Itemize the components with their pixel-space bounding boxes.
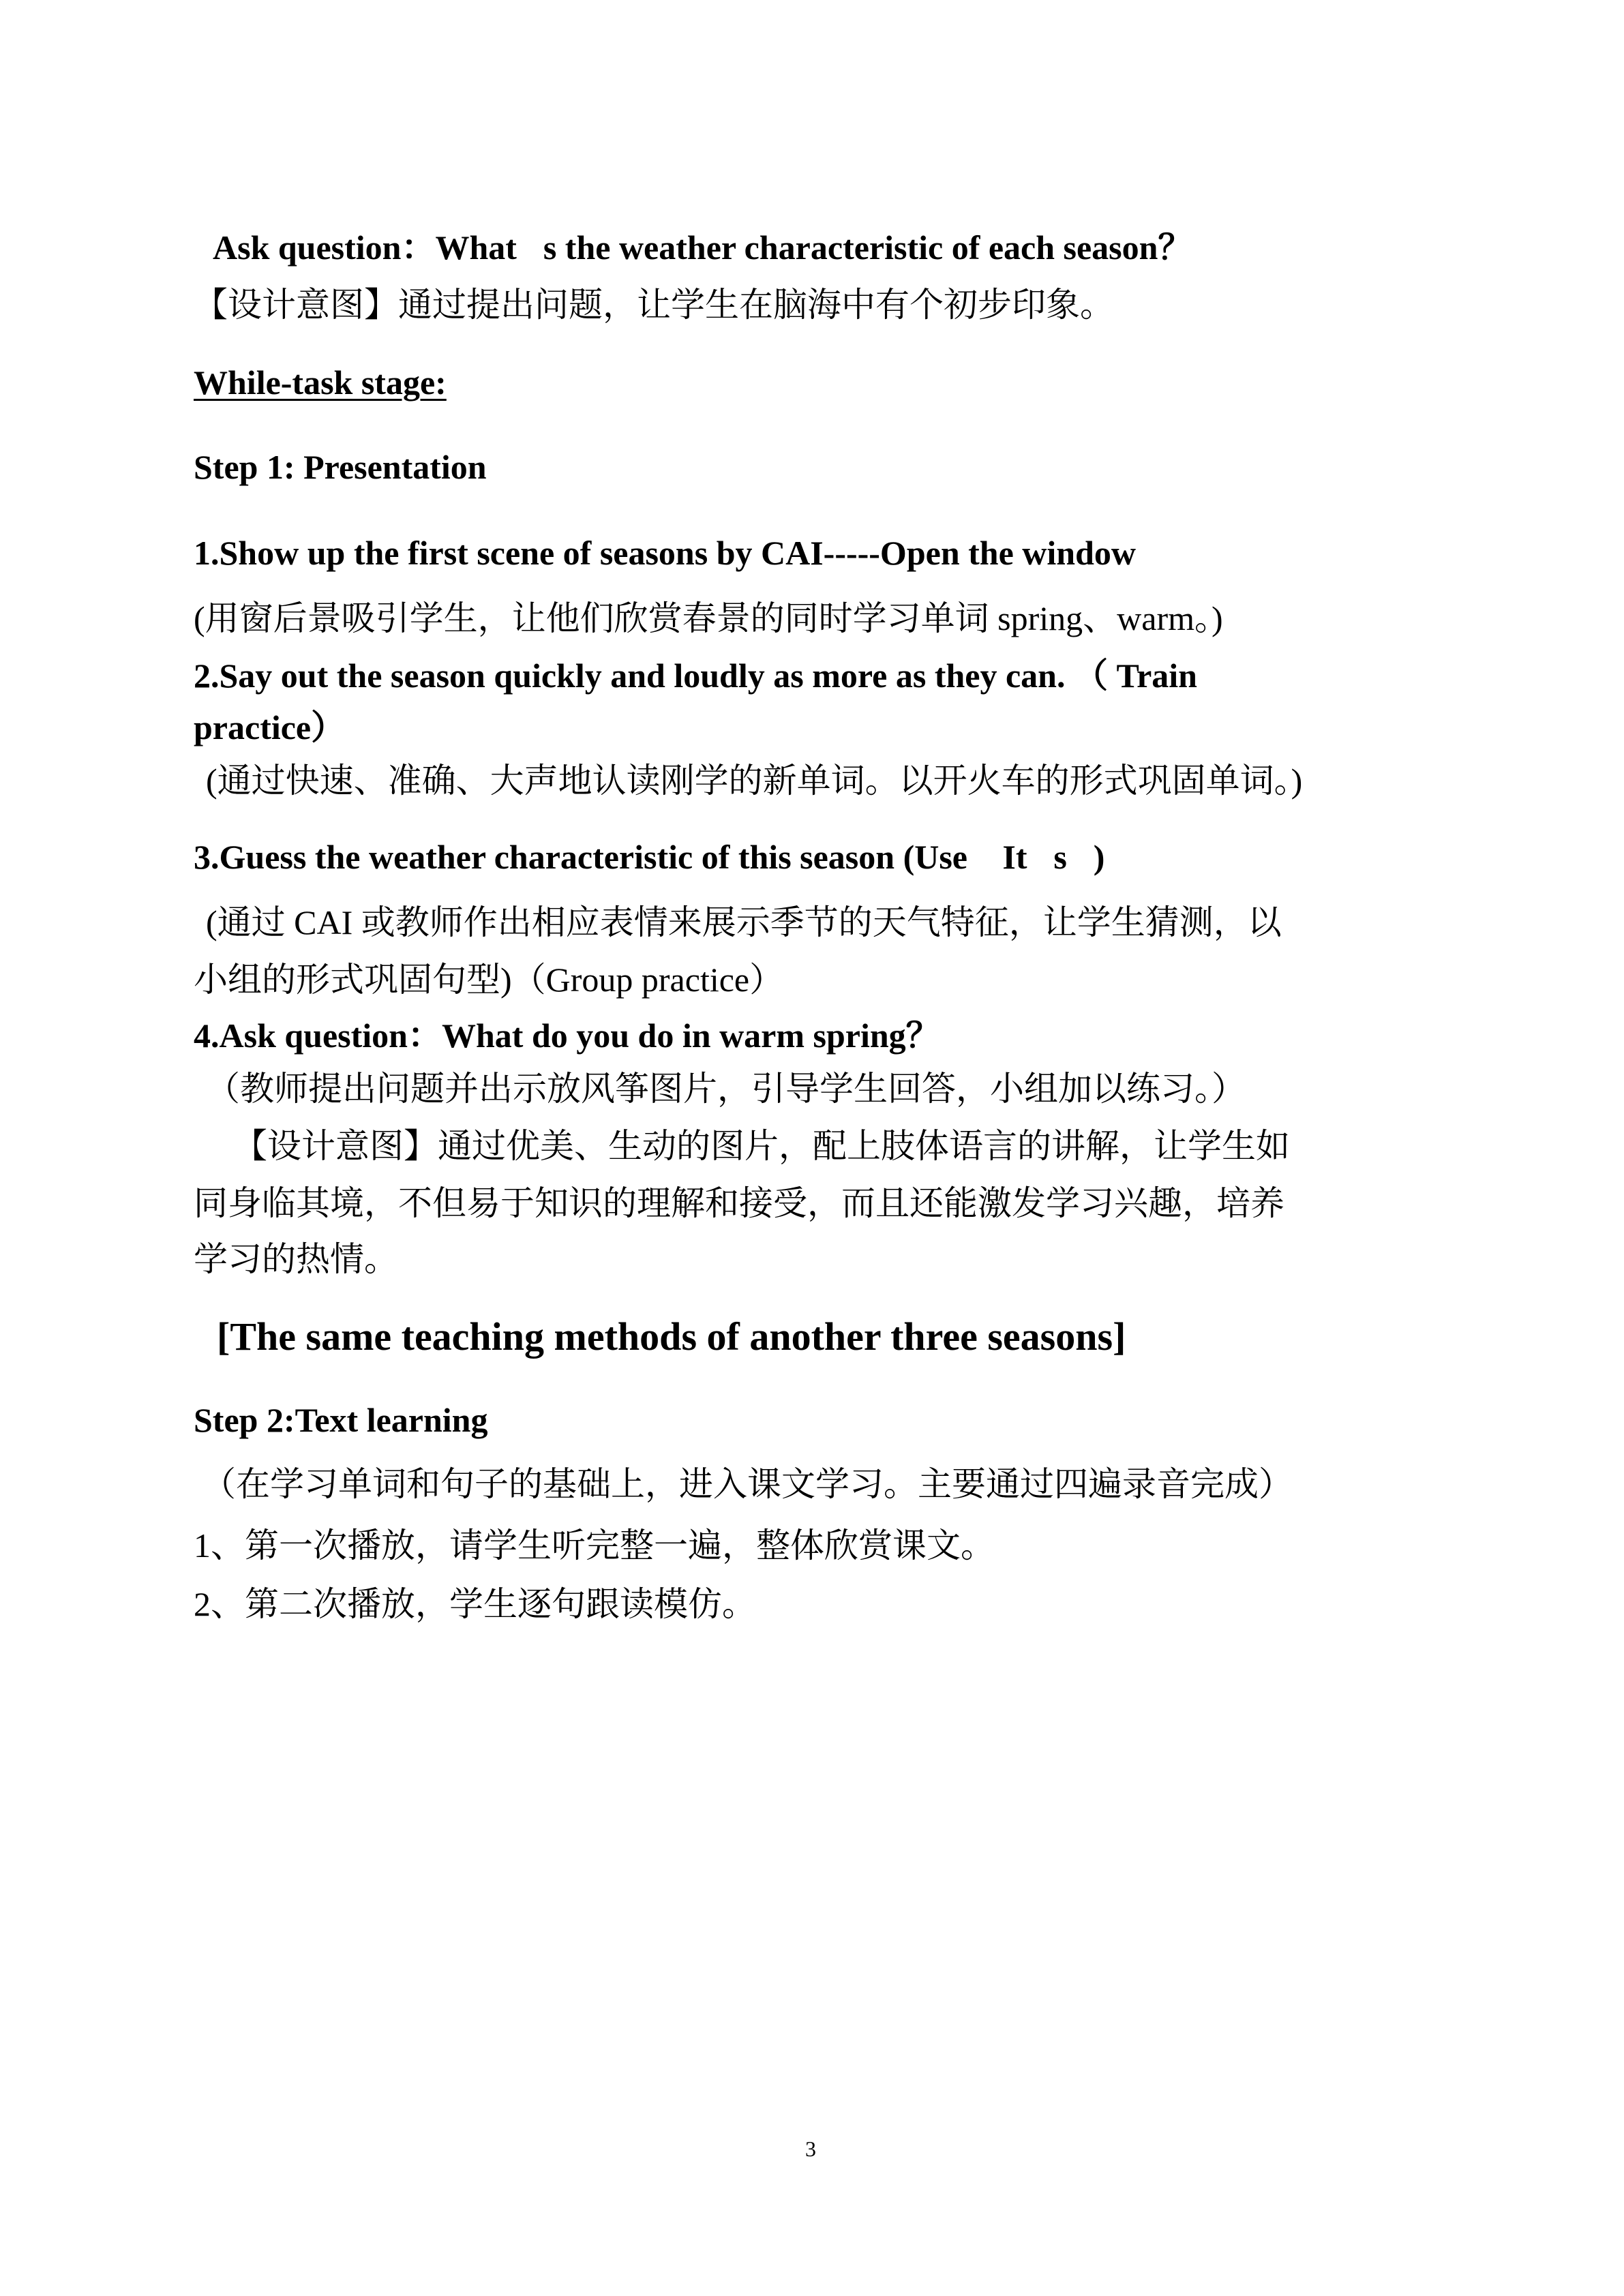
page-number: 3 <box>805 2136 816 2161</box>
list-item-note: (通过 CAI 或教师作出相应表情来展示季节的天气特征，让学生猜测，以 <box>206 903 1282 941</box>
step-list-item: 1、第一次播放，请学生听完整一遍，整体欣赏课文。 <box>194 1526 995 1565</box>
design-intent-line: 【设计意图】通过提出问题，让学生在脑海中有个初步印象。 <box>194 286 1114 324</box>
step-note: （在学习单词和句子的基础上，进入课文学习。主要通过四遍录音完成） <box>202 1465 1293 1503</box>
list-item-note-continuation: 小组的形式巩固句型)（Group practice） <box>194 961 784 999</box>
ask-question-line: Ask question：What s the weather characteristic of each season？ <box>213 228 1192 267</box>
section-note: [The same teaching methods of another three seasons] <box>217 1314 1126 1359</box>
design-intent-continuation: 学习的热情。 <box>194 1240 398 1278</box>
section-heading: While-task stage: <box>194 363 447 402</box>
list-item: 4.Ask question：What do you do in warm spring？ <box>194 1016 940 1055</box>
step-list-item: 2、第二次播放，学生逐句跟读模仿。 <box>194 1585 756 1623</box>
design-intent-line: 【设计意图】通过优美、生动的图片，配上肢体语言的讲解，让学生如 <box>233 1127 1290 1165</box>
list-item-note: (用窗后景吸引学生，让他们欣赏春景的同时学习单词 spring、warm。) <box>194 599 1223 637</box>
list-item: 2.Say out the season quickly and loudly as more as they can. （ Train <box>194 656 1197 695</box>
design-intent-continuation: 同身临其境，不但易于知识的理解和接受，而且还能激发学习兴趣，培养 <box>194 1184 1284 1222</box>
list-item: 1.Show up the first scene of seasons by CAI-----Open the window <box>194 534 1137 572</box>
list-item-note: （教师提出问题并出示放风筝图片，引导学生回答，小组加以练习。） <box>206 1070 1246 1108</box>
list-item-note: (通过快速、准确、大声地认读刚学的新单词。以开火车的形式巩固单词。) <box>206 761 1303 800</box>
list-item-continuation: practice） <box>194 708 346 746</box>
step-heading: Step 1: Presentation <box>194 448 487 486</box>
list-item: 3.Guess the weather characteristic of this season (Use  It s ) <box>194 838 1105 876</box>
step-heading: Step 2:Text learning <box>194 1401 488 1439</box>
